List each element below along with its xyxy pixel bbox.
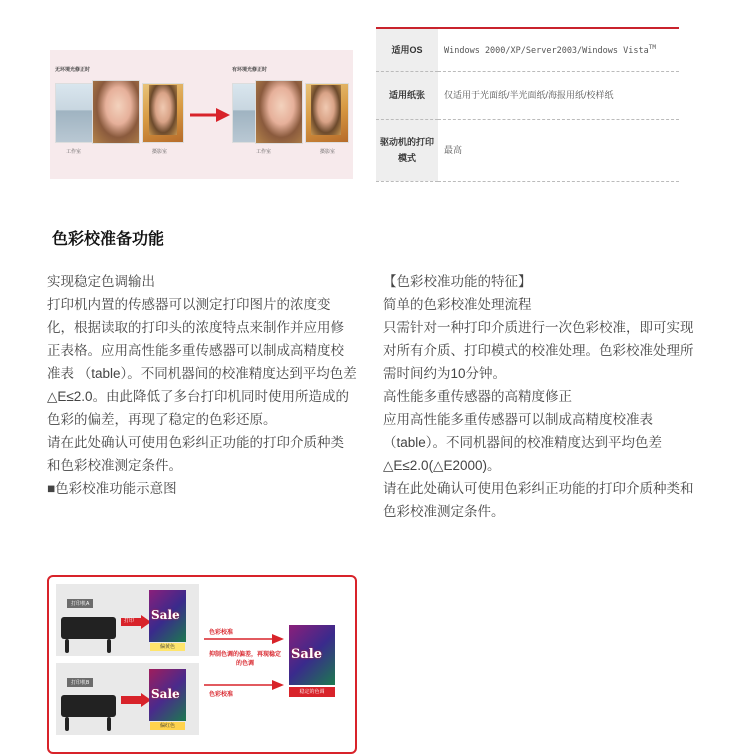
section-title: 色彩校准备功能 (52, 231, 165, 248)
label-studio-2: 工作室 (256, 149, 272, 155)
paragraph: 高性能多重传感器的高精度修正 (383, 389, 572, 404)
color-calibration-diagram (47, 575, 357, 754)
printer-a-leg (65, 639, 69, 653)
paragraph: 请在此处确认可使用色彩纠正功能的打印介质种类和色彩校准测定条件。 (383, 481, 694, 519)
poster-a-text: Sale (151, 608, 180, 622)
calibration-label-bottom: 色彩校准 (209, 692, 234, 698)
before-caption: 无环境光修正时 (55, 67, 91, 73)
print-label-a: 打印 (124, 618, 135, 624)
print-arrow-icon (121, 693, 151, 707)
result-label: 稳定的色调 (289, 687, 335, 697)
left-text-column (47, 270, 357, 500)
paragraph: 打印机内置的传感器可以测定打印图片的浓度变化，根据读取的打印头的浓度特点来制作并应用修正表格。应用高性能多重传感器可以制成高精度校准表 （table）。不同机器间的校准精度达到平均色差△E≤2.0。由此降低了多台打印机同时使用所造成的色彩的偏差，再现了稳定的色彩还原。 (47, 297, 357, 427)
spec-value (438, 29, 679, 71)
arrow-right-icon (190, 105, 230, 125)
label-studio-1: 工作室 (66, 149, 82, 155)
poster-b-image (149, 669, 186, 721)
after-caption: 有环境光修正时 (232, 67, 268, 73)
paragraph: 请在此处确认可使用色彩纠正功能的打印介质种类和色彩校准测定条件。 (47, 435, 344, 473)
label-photo-2: 摄影室 (320, 149, 336, 155)
paragraph: 应用高性能多重传感器可以制成高精度校准表（table）。不同机器间的校准精度达到平均色差△E≤2.0(△E2000)。 (383, 412, 663, 473)
printer-a-leg (107, 639, 111, 653)
right-text-column (383, 270, 703, 523)
paragraph: 【色彩校准功能的特征】 (383, 274, 532, 289)
printer-b-leg (107, 717, 111, 731)
spec-table (376, 27, 679, 182)
paragraph: ■色彩校准功能示意图 (47, 481, 177, 496)
calibration-label-top: 色彩校准 (209, 630, 234, 636)
spec-row-os (376, 29, 679, 71)
spec-row-mode (376, 119, 679, 181)
printer-b-icon (61, 695, 116, 717)
result-poster-image (289, 625, 335, 685)
trademark-sup: TM (648, 44, 656, 52)
printer-a-tag: 打印机A (67, 599, 93, 608)
printer-a-icon (61, 617, 116, 639)
center-note: 抑制色调的偏差，再现稳定的色调 (208, 652, 281, 667)
spec-value: 仅适用于光面纸/半光面纸/海报用纸/校样纸 (438, 71, 679, 119)
paragraph: 实现稳定色调输出 (47, 274, 155, 289)
portrait2-photo-after (311, 85, 341, 135)
ambient-light-comparison-figure (50, 50, 353, 179)
result-poster-text: Sale (291, 647, 323, 662)
portrait2-photo-before (149, 85, 177, 135)
spec-key: 驱动机的打印模式 (376, 119, 438, 181)
spec-value: 最高 (438, 119, 679, 181)
swatch-reddish: 偏红色 (150, 722, 185, 730)
portrait-photo-after (255, 80, 303, 144)
spec-row-paper (376, 71, 679, 119)
poster-b-text: Sale (151, 687, 180, 701)
spec-key: 适用纸张 (376, 71, 438, 119)
portrait-photo-before (92, 80, 140, 144)
printer-b-tag: 打印机B (67, 678, 93, 687)
printer-b-leg (65, 717, 69, 731)
spec-os-text: Windows 2000/XP/Server2003/Windows Vista (444, 46, 649, 57)
paragraph: 简单的色彩校准处理流程 (383, 297, 532, 312)
poster-a-image (149, 590, 186, 642)
spec-key: 适用OS (376, 29, 438, 71)
swatch-yellowish: 偏黄色 (150, 643, 185, 651)
label-photo-1: 摄影室 (152, 149, 168, 155)
paragraph: 只需针对一种打印介质进行一次色彩校准，即可实现对所有介质、打印模式的校准处理。色彩校准处理所需时间约为10分钟。 (383, 320, 694, 381)
